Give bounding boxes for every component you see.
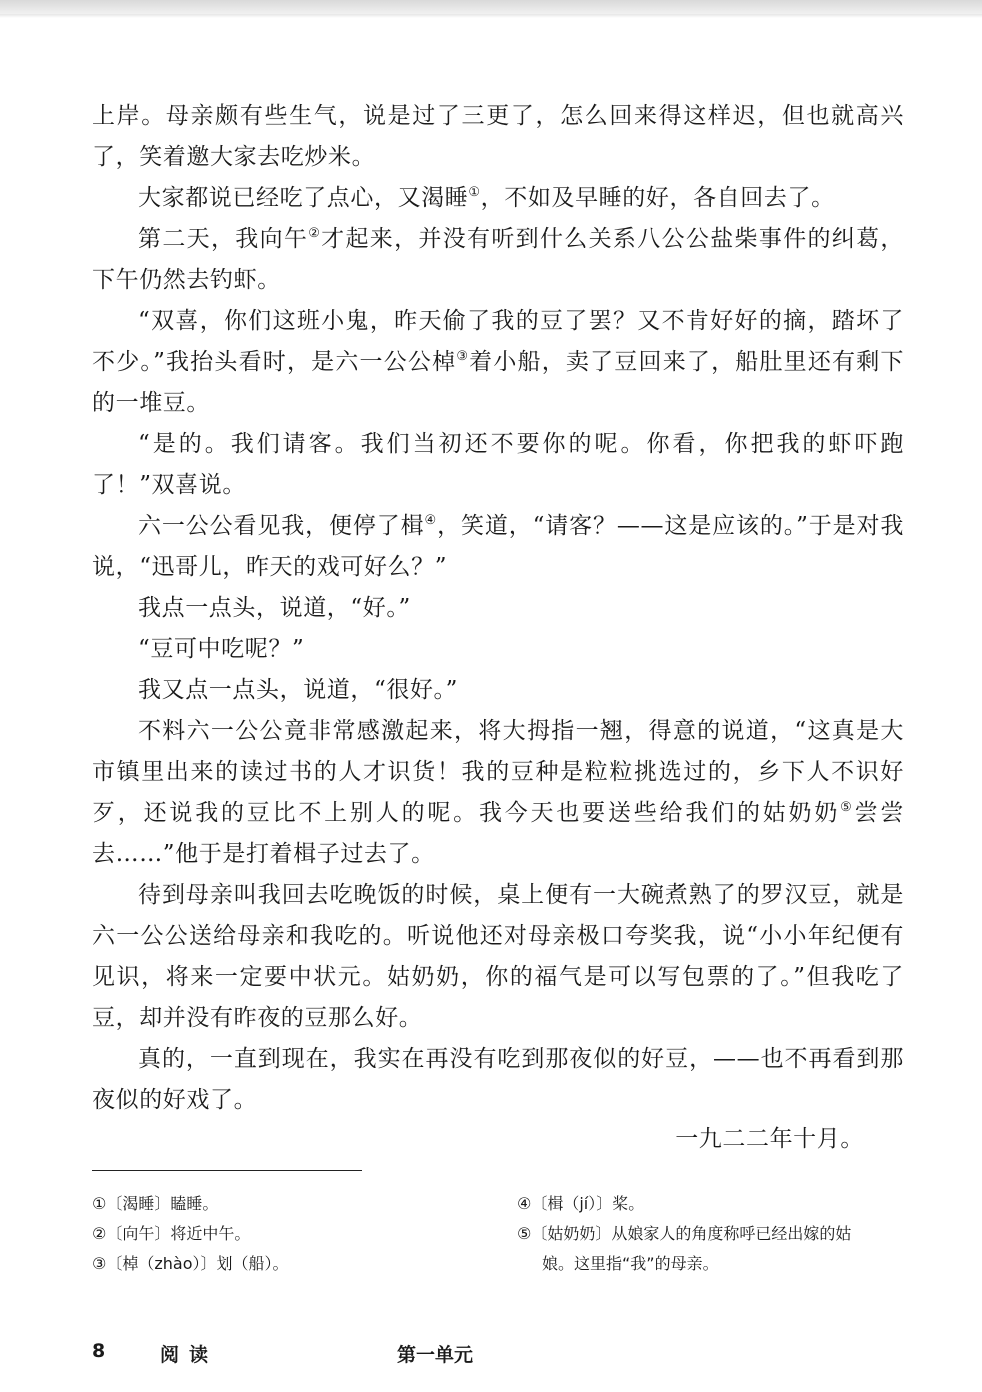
text-run: 才起来，并没有听到什么关系八公公盐柴事件的纠葛，下午仍然去钓虾。 xyxy=(92,226,904,293)
paragraph xyxy=(92,96,904,178)
footnote-item: ②〔向午〕将近中午。 xyxy=(92,1224,251,1243)
footnote-marker: ③ xyxy=(456,349,470,364)
footnote-marker: ② xyxy=(308,226,322,241)
footnote-item: ⑤〔姑奶奶〕从娘家人的角度称呼已经出嫁的姑 xyxy=(517,1224,852,1243)
footnote-item: ③〔棹（zhào）〕划（船）。 xyxy=(92,1254,289,1273)
page-top-edge xyxy=(0,0,982,14)
paragraph xyxy=(92,424,904,506)
text-run: 大家都说已经吃了点心，又渴睡 xyxy=(138,185,469,211)
paragraph xyxy=(92,219,904,301)
page-top-edge-shadow xyxy=(0,14,982,18)
story-body xyxy=(92,96,904,1121)
paragraph xyxy=(92,1039,904,1121)
text-run: 第二天，我向午 xyxy=(138,226,309,252)
paragraph xyxy=(92,875,904,1039)
paragraph xyxy=(92,588,904,629)
footnotes-left-column xyxy=(92,1189,492,1279)
paragraph xyxy=(92,711,904,875)
text-run: “豆可中吃呢？” xyxy=(138,636,305,662)
text-run: “是的。我们请客。我们当初还不要你的呢。你看，你把我的虾吓跑了！”双喜说。 xyxy=(92,431,904,498)
page-number: 8 xyxy=(92,1340,106,1362)
text-run: 待到母亲叫我回去吃晚饭的时候，桌上便有一大碗煮熟了的罗汉豆，就是六一公公送给母亲和我吃的。听说他还对母亲极口夸奖我，说“小小年纪便有见识，将来一定要中状元。姑奶奶，你的福气是可以写包票的了。”但我吃了豆，却并没有昨夜的豆那么好。 xyxy=(92,882,904,1031)
footnote-continuation: 娘。这里指“我”的母亲。 xyxy=(542,1254,719,1273)
text-run: 尝尝去……”他于是打着楫子过去了。 xyxy=(92,800,904,867)
paragraph xyxy=(92,506,904,588)
paragraph xyxy=(92,178,904,219)
paragraph xyxy=(92,629,904,670)
footnote-item: ①〔渴睡〕瞌睡。 xyxy=(92,1194,219,1213)
text-run: 着小船，卖了豆回来了，船肚里还有剩下的一堆豆。 xyxy=(92,349,905,416)
footnote-marker: ⑤ xyxy=(840,800,855,815)
text-run: “双喜，你们这班小鬼，昨天偷了我的豆了罢？又不肯好好的摘，踏坏了不少。”我抬头看时，是六一公公棹 xyxy=(92,308,904,375)
section-label: 阅读 xyxy=(160,1344,219,1366)
paragraph xyxy=(92,670,904,711)
text-run: 六一公公看见我，便停了楫 xyxy=(138,513,425,539)
footnote-marker: ① xyxy=(468,185,481,200)
text-run: 真的，一直到现在，我实在再没有吃到那夜似的好豆，——也不再看到那夜似的好戏了。 xyxy=(92,1046,904,1113)
text-run: 我又点一点头，说道，“很好。” xyxy=(138,677,459,703)
text-run: 我点一点头，说道，“好。” xyxy=(138,595,411,621)
unit-label: 第一单元 xyxy=(397,1344,474,1366)
text-run: ，不如及早睡的好，各自回去了。 xyxy=(480,185,835,211)
date-line: 一九二二年十月。 xyxy=(675,1126,864,1152)
footnote-divider xyxy=(92,1170,362,1171)
text-run: ，笑道，“请客？——这是应该的。”于是对我说，“迅哥儿，昨天的戏可好么？” xyxy=(92,513,904,580)
footnote-marker: ④ xyxy=(424,513,438,528)
footnotes-right-column xyxy=(517,1189,912,1279)
text-run: 上岸。母亲颇有些生气，说是过了三更了，怎么回来得这样迟，但也就高兴了，笑着邀大家去吃炒米。 xyxy=(92,103,904,170)
page-footer xyxy=(92,1340,792,1370)
text-run: 不料六一公公竟非常感激起来，将大拇指一翘，得意的说道，“这真是大市镇里出来的读过书的人才识货！我的豆种是粒粒挑选过的，乡下人不识好歹，还说我的豆比不上别人的呢。我今天也要送些给我们的姑奶奶 xyxy=(92,718,904,826)
paragraph xyxy=(92,301,904,424)
footnote-item: ④〔楫（jí）〕桨。 xyxy=(517,1194,645,1213)
